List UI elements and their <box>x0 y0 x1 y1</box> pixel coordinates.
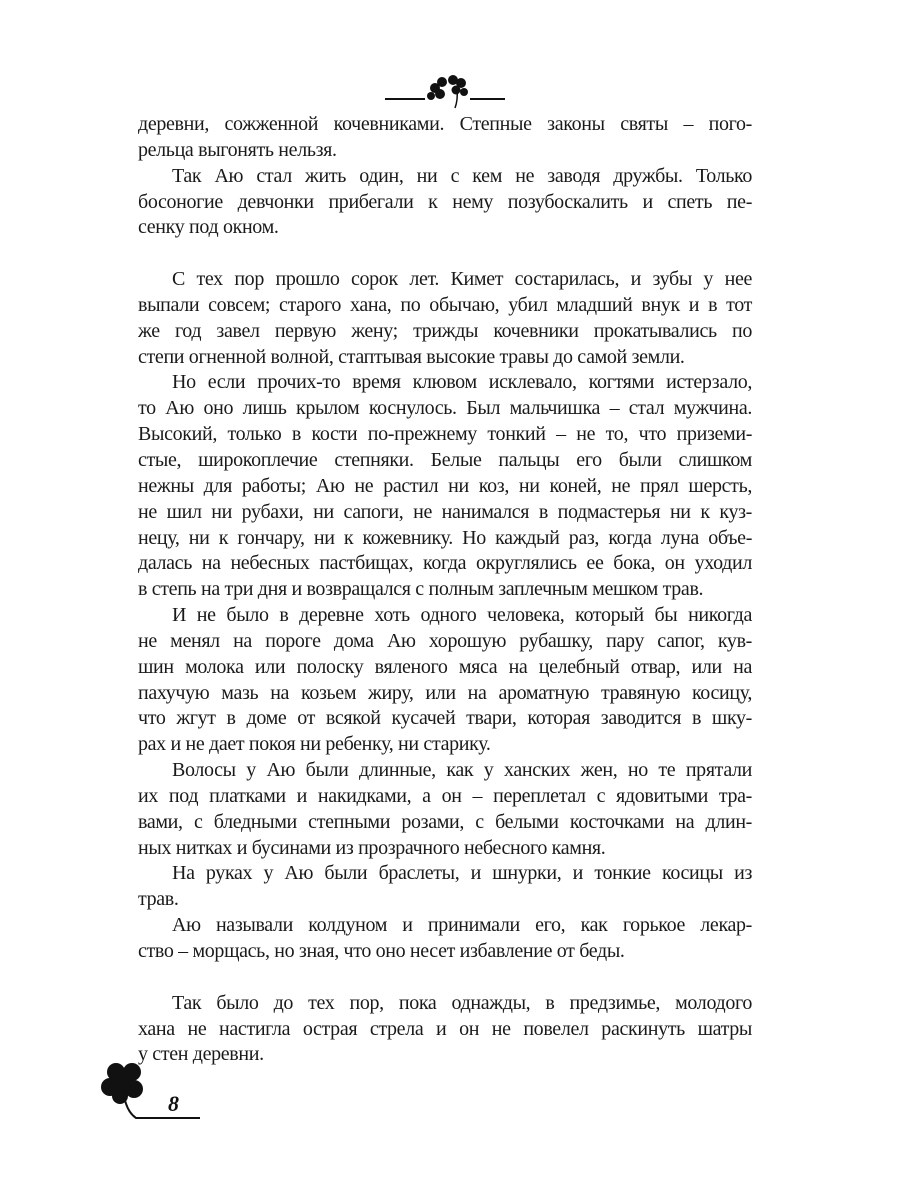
text-line: Аю называли колдуном и принимали его, как горькое лекар- <box>172 914 752 937</box>
page-body-text <box>138 112 752 1068</box>
text-line: выпали совсем; старого хана, по обычаю, убил младший внук и в тот <box>138 293 752 316</box>
text-line: деревни, сожженной кочевниками. Степные законы святы – пого- <box>138 113 752 135</box>
paragraph-break <box>138 965 752 991</box>
text-line: пахучую мазь на козьем жиру, или на ароматную травяную косицу, <box>138 681 752 704</box>
text-line: На руках у Аю были браслеты, и шнурки, и тонкие косицы из <box>172 862 752 885</box>
text-line: что жгут в доме от всякой кусачей твари, которая заводится в шку- <box>138 707 752 730</box>
text-line: Но если прочих-то время клювом исклевало, когтями истерзало, <box>172 371 752 394</box>
clover-ornament-header <box>385 70 505 110</box>
text-line: Высокий, только в кости по-прежнему тонкий – не то, что приземи- <box>138 423 752 446</box>
text-line: рах и не дает покоя ни ребенку, ни старику. <box>138 733 491 756</box>
text-line: Так было до тех пор, пока однажды, в предзимье, молодого <box>172 991 752 1014</box>
text-line: стые, широкоплечие степняки. Белые пальцы его были слишком <box>138 448 752 471</box>
text-line: хана не настигла острая стрела и он не повелел раскинуть шатры <box>138 1017 752 1040</box>
clover-ornament-footer <box>96 1060 206 1124</box>
page-number: 8 <box>168 1091 179 1116</box>
text-line: у стен деревни. <box>138 1043 264 1066</box>
text-line: далась на небесных пастбищах, когда округлялись ее бока, он уходил <box>138 552 752 575</box>
text-line: рельца выгонять нельзя. <box>138 138 337 161</box>
text-line: их под платками и накидками, а он – переплетал с ядовитыми тра- <box>138 784 752 807</box>
text-line: в степь на три дня и возвращался с полным заплечным мешком трав. <box>138 578 704 601</box>
text-line: же год завел первую жену; трижды кочевники прокатывались по <box>138 319 752 342</box>
text-line: босоногие девчонки прибегали к нему позубоскалить и спеть пе- <box>138 190 752 213</box>
text-line: нежны для работы; Аю не растил ни коз, ни коней, не прял шерсть, <box>138 474 752 497</box>
text-line: сенку под окном. <box>138 216 279 239</box>
paragraph-break <box>138 241 752 267</box>
text-line: С тех пор прошло сорок лет. Кимет состарилась, и зубы у нее <box>172 268 752 291</box>
text-line: Волосы у Аю были длинные, как у ханских жен, но те прятали <box>172 759 752 782</box>
text-line: шин молока или полоску вяленого мяса на целебный отвар, или на <box>138 655 752 678</box>
text-line: не шил ни рубахи, ни сапоги, не нанимался в подмастерья ни к куз- <box>138 500 752 523</box>
text-line: нецу, ни к гончару, ни к кожевнику. Но каждый раз, когда луна объе- <box>138 526 752 549</box>
text-line: не менял на пороге дома Аю хорошую рубашку, пару сапог, кув- <box>138 629 752 652</box>
text-line: вами, с бледными степными розами, с белыми косточками на длин- <box>138 810 752 833</box>
text-line: степи огненной волной, стаптывая высокие травы до самой земли. <box>138 345 685 368</box>
text-line: трав. <box>138 888 179 911</box>
text-line: Так Аю стал жить один, ни с кем не заводя дружбы. Только <box>172 164 752 187</box>
text-line: ных нитках и бусинами из прозрачного небесного камня. <box>138 836 606 859</box>
text-line: то Аю оно лишь крылом коснулось. Был мальчишка – стал мужчина. <box>138 397 752 420</box>
text-line: ство – морщась, но зная, что оно несет избавление от беды. <box>138 940 625 962</box>
text-line: И не было в деревне хоть одного человека, который бы никогда <box>172 604 752 627</box>
